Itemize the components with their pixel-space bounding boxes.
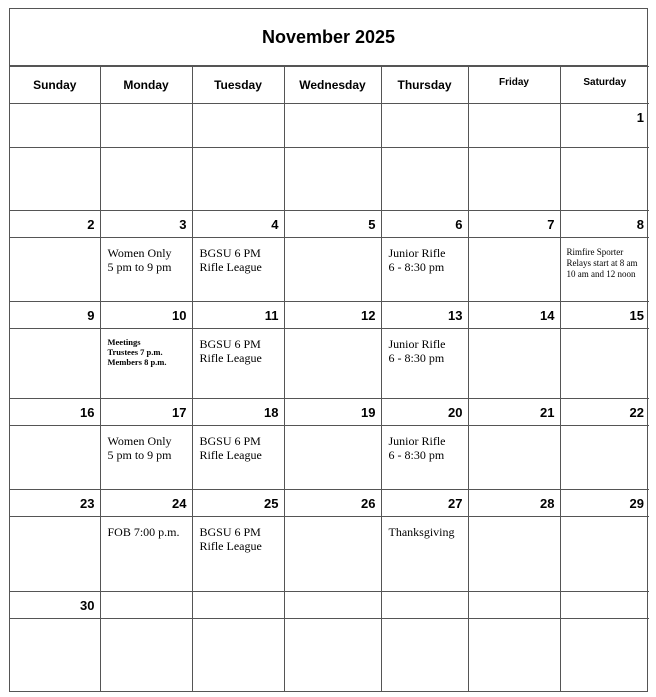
date-number xyxy=(192,104,284,148)
event-cell[interactable] xyxy=(284,619,381,691)
date-number xyxy=(284,104,381,148)
date-number: 8 xyxy=(560,211,649,238)
date-number: 18 xyxy=(192,399,284,426)
date-row xyxy=(10,592,649,619)
event-cell[interactable] xyxy=(468,329,560,399)
event-cell[interactable] xyxy=(468,238,560,302)
event-cell[interactable]: Women Only 5 pm to 9 pm xyxy=(100,426,192,490)
event-cell[interactable] xyxy=(284,517,381,592)
event-cell[interactable]: BGSU 6 PM Rifle League xyxy=(192,426,284,490)
date-number xyxy=(468,104,560,148)
date-number: 20 xyxy=(381,399,468,426)
date-number: 15 xyxy=(560,302,649,329)
event-row xyxy=(10,329,649,399)
event-cell[interactable] xyxy=(100,148,192,211)
weekday-header: Wednesday xyxy=(284,67,381,104)
event-cell[interactable] xyxy=(10,426,100,490)
date-number xyxy=(284,592,381,619)
calendar-grid xyxy=(10,66,649,691)
date-number: 2 xyxy=(10,211,100,238)
event-cell[interactable]: Junior Rifle 6 - 8:30 pm xyxy=(381,329,468,399)
date-number xyxy=(10,104,100,148)
date-number: 19 xyxy=(284,399,381,426)
weekday-header: Sunday xyxy=(10,67,100,104)
weekday-header: Monday xyxy=(100,67,192,104)
event-cell[interactable] xyxy=(10,517,100,592)
date-number: 13 xyxy=(381,302,468,329)
event-cell[interactable]: Women Only 5 pm to 9 pm xyxy=(100,238,192,302)
date-number: 4 xyxy=(192,211,284,238)
date-number: 21 xyxy=(468,399,560,426)
date-number xyxy=(468,592,560,619)
event-cell[interactable] xyxy=(10,619,100,691)
date-number xyxy=(560,592,649,619)
date-number: 17 xyxy=(100,399,192,426)
event-cell[interactable] xyxy=(468,517,560,592)
event-row xyxy=(10,517,649,592)
date-number: 22 xyxy=(560,399,649,426)
event-cell[interactable] xyxy=(100,619,192,691)
event-cell[interactable] xyxy=(468,619,560,691)
date-row xyxy=(10,104,649,148)
date-number: 30 xyxy=(10,592,100,619)
date-number: 29 xyxy=(560,490,649,517)
event-row xyxy=(10,148,649,211)
weekday-header: Thursday xyxy=(381,67,468,104)
calendar-title: November 2025 xyxy=(10,9,647,66)
date-number: 28 xyxy=(468,490,560,517)
date-number xyxy=(100,592,192,619)
event-cell[interactable] xyxy=(381,619,468,691)
event-cell[interactable] xyxy=(284,238,381,302)
date-number xyxy=(192,592,284,619)
event-cell[interactable] xyxy=(10,238,100,302)
event-cell[interactable] xyxy=(192,148,284,211)
event-cell[interactable] xyxy=(560,426,649,490)
date-number: 10 xyxy=(100,302,192,329)
date-number: 6 xyxy=(381,211,468,238)
event-cell[interactable] xyxy=(468,426,560,490)
date-number: 11 xyxy=(192,302,284,329)
event-cell[interactable] xyxy=(10,148,100,211)
calendar xyxy=(9,8,648,692)
date-row xyxy=(10,211,649,238)
event-cell[interactable]: Rimfire Sporter Relays start at 8 am 10 am and 12 noon xyxy=(560,238,649,302)
event-cell[interactable] xyxy=(284,426,381,490)
date-row xyxy=(10,399,649,426)
event-cell[interactable]: BGSU 6 PM Rifle League xyxy=(192,517,284,592)
date-number: 24 xyxy=(100,490,192,517)
event-cell[interactable]: BGSU 6 PM Rifle League xyxy=(192,238,284,302)
date-number: 26 xyxy=(284,490,381,517)
event-cell[interactable]: Thanksgiving xyxy=(381,517,468,592)
event-cell[interactable] xyxy=(560,329,649,399)
weekday-header: Saturday xyxy=(560,67,649,104)
date-number: 27 xyxy=(381,490,468,517)
event-cell[interactable]: FOB 7:00 p.m. xyxy=(100,517,192,592)
date-number xyxy=(381,592,468,619)
event-row xyxy=(10,426,649,490)
date-number: 14 xyxy=(468,302,560,329)
event-cell[interactable] xyxy=(381,148,468,211)
weekday-header-row xyxy=(10,67,649,104)
weekday-header: Tuesday xyxy=(192,67,284,104)
date-number xyxy=(381,104,468,148)
date-number: 7 xyxy=(468,211,560,238)
event-cell[interactable] xyxy=(10,329,100,399)
event-cell[interactable] xyxy=(560,619,649,691)
date-number: 16 xyxy=(10,399,100,426)
event-row xyxy=(10,619,649,691)
date-number: 5 xyxy=(284,211,381,238)
date-number: 12 xyxy=(284,302,381,329)
event-row xyxy=(10,238,649,302)
date-number: 9 xyxy=(10,302,100,329)
date-number: 23 xyxy=(10,490,100,517)
event-cell[interactable] xyxy=(560,517,649,592)
event-cell[interactable] xyxy=(468,148,560,211)
event-cell[interactable]: Junior Rifle 6 - 8:30 pm xyxy=(381,238,468,302)
event-cell[interactable] xyxy=(284,148,381,211)
event-cell[interactable] xyxy=(560,148,649,211)
date-number: 25 xyxy=(192,490,284,517)
weekday-header: Friday xyxy=(468,67,560,104)
event-cell[interactable]: Meetings Trustees 7 p.m. Members 8 p.m. xyxy=(100,329,192,399)
date-number xyxy=(100,104,192,148)
event-cell[interactable]: Junior Rifle 6 - 8:30 pm xyxy=(381,426,468,490)
date-row xyxy=(10,302,649,329)
event-cell[interactable] xyxy=(284,329,381,399)
event-cell[interactable] xyxy=(192,619,284,691)
date-number: 1 xyxy=(560,104,649,148)
date-row xyxy=(10,490,649,517)
date-number: 3 xyxy=(100,211,192,238)
event-cell[interactable]: BGSU 6 PM Rifle League xyxy=(192,329,284,399)
